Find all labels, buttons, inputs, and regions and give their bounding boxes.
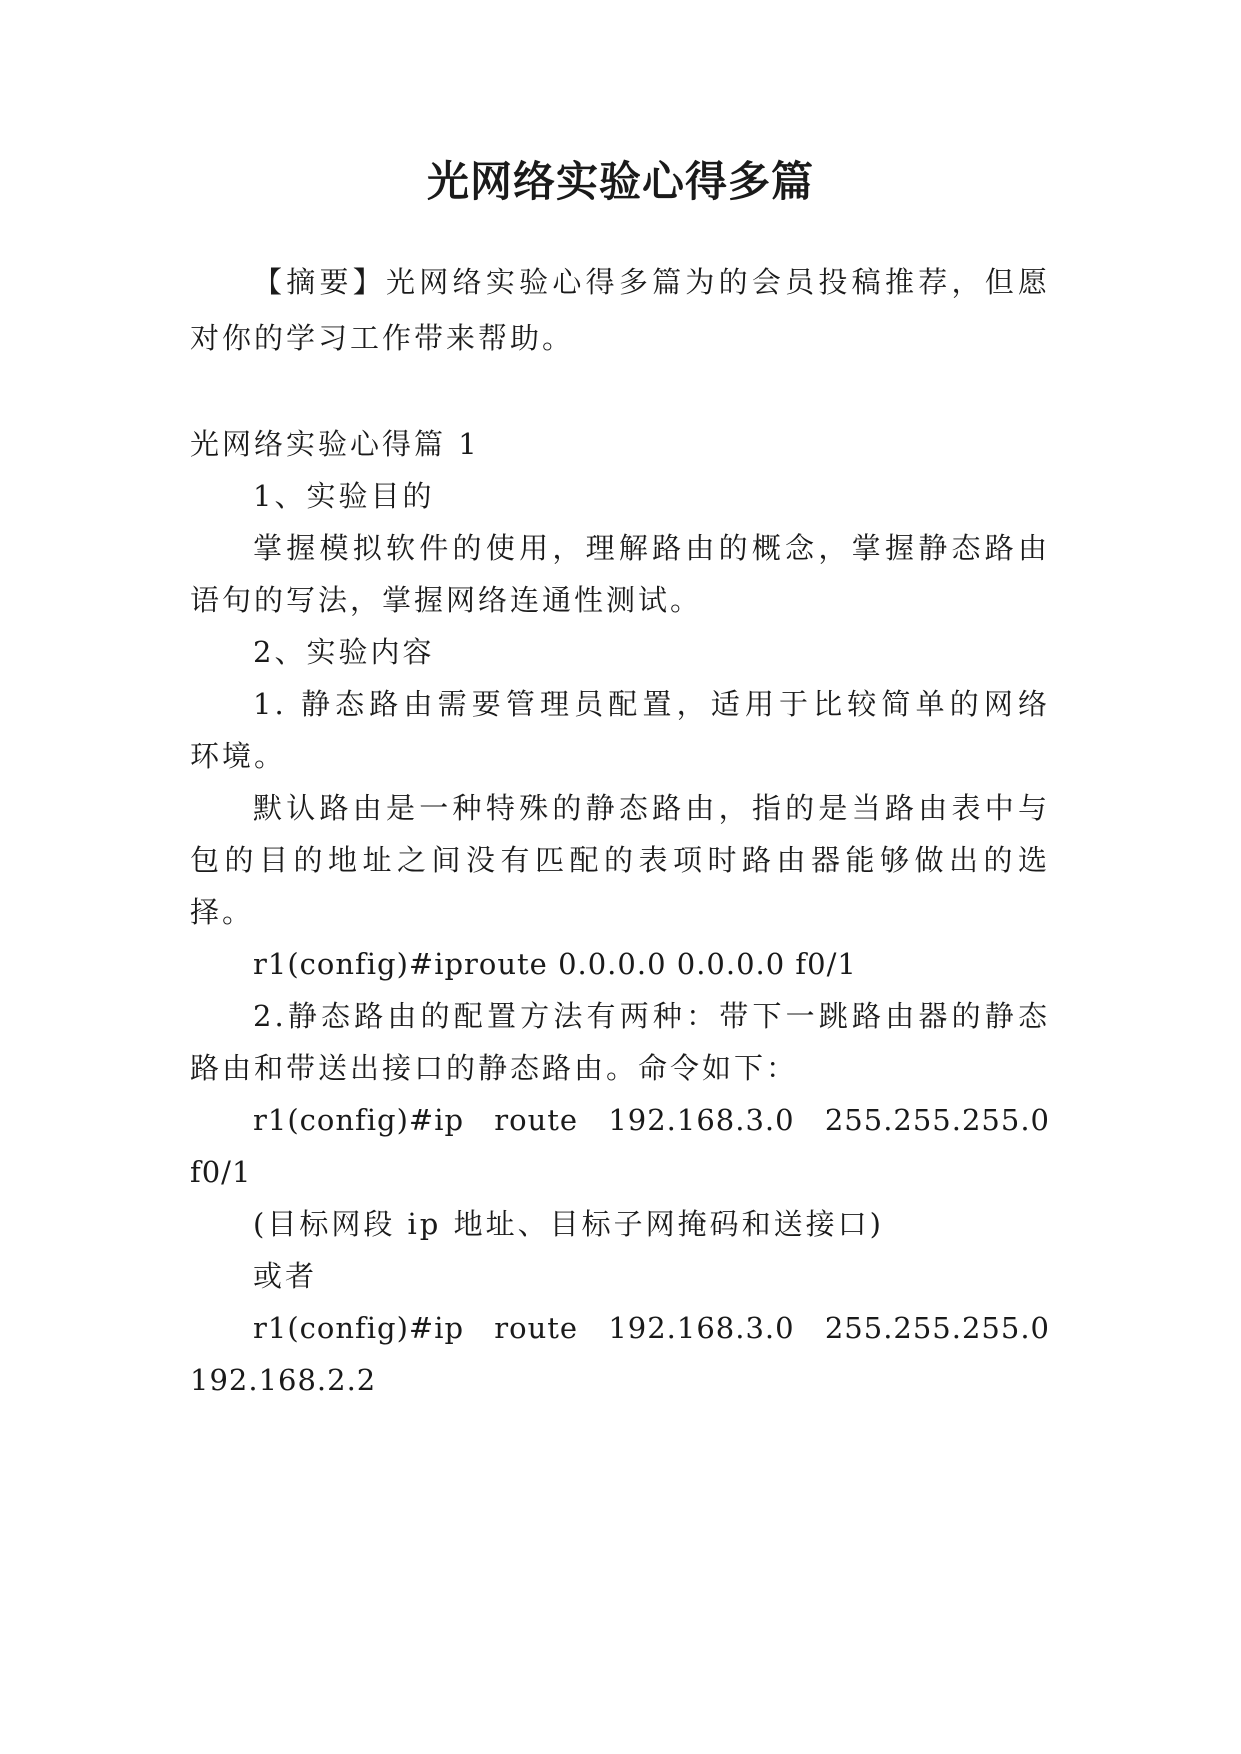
paragraph-line: 默认路由是一种特殊的静态路由，指的是当路由表中与 — [253, 791, 1050, 825]
paragraph-line: 语句的写法，掌握网络连通性测试。 — [190, 583, 703, 617]
command-line: r1(config)#ip route 192.168.3.0 255.255.255.0 — [253, 1103, 1050, 1137]
command-line: r1(config)#ip route 192.168.3.0 255.255.255.0 — [253, 1311, 1050, 1345]
document-title: 光网络实验心得多篇 — [426, 157, 814, 206]
paragraph-line: 2.静态路由的配置方法有两种：带下一跳路由器的静态 — [253, 999, 1050, 1033]
subheading-purpose: 1、实验目的 — [253, 479, 435, 513]
paragraph-line: 或者 — [253, 1259, 318, 1293]
section-heading: 光网络实验心得篇 1 — [190, 427, 480, 461]
abstract-line-1: 【摘要】光网络实验心得多篇为的会员投稿推荐，但愿 — [253, 265, 1050, 299]
command-line: 192.168.2.2 — [190, 1363, 377, 1397]
paragraph-line: 掌握模拟软件的使用，理解路由的概念，掌握静态路由 — [253, 531, 1050, 565]
command-line: r1(config)#iproute 0.0.0.0 0.0.0.0 f0/1 — [253, 947, 857, 981]
abstract-line-2: 对你的学习工作带来帮助。 — [190, 321, 575, 355]
subheading-content: 2、实验内容 — [253, 635, 435, 669]
paragraph-line: 1. 静态路由需要管理员配置，适用于比较简单的网络 — [253, 687, 1050, 721]
command-line: f0/1 — [190, 1155, 252, 1189]
paragraph-line: 包的目的地址之间没有匹配的表项时路由器能够做出的选 — [190, 843, 1050, 877]
paragraph-line: 环境。 — [190, 739, 287, 773]
paragraph-line: 路由和带送出接口的静态路由。命令如下： — [190, 1051, 799, 1085]
paragraph-line: (目标网段 ip 地址、目标子网掩码和送接口) — [253, 1207, 884, 1241]
paragraph-line: 择。 — [190, 895, 255, 929]
